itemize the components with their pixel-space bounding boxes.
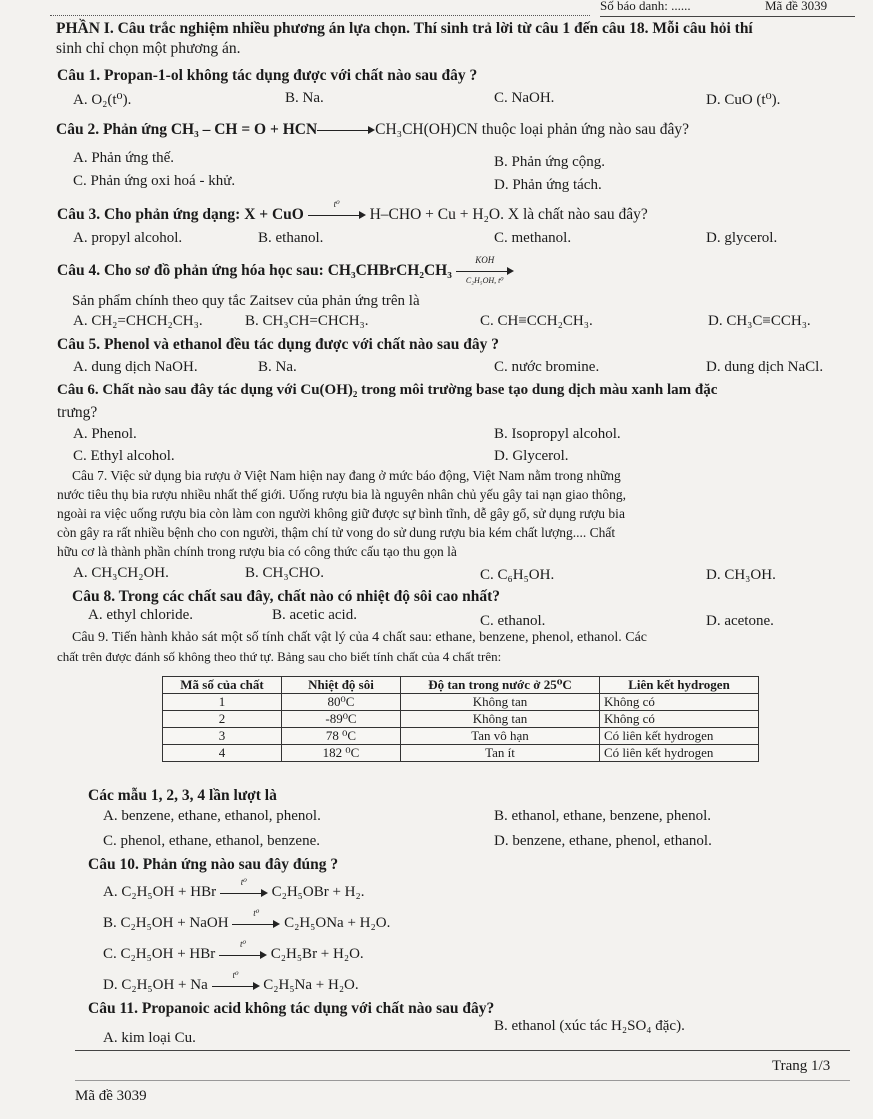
table-cell: Có liên kết hydrogen: [600, 728, 759, 745]
table-row: [163, 694, 759, 711]
reaction-arrow: [317, 125, 375, 135]
table-cell: -89⁰C: [282, 711, 401, 728]
q10-option-b: B. C₂H₅OH + NaOH t⁰ C₂H₅ONa + H₂O.: [103, 907, 391, 931]
q6-option-d: D. Glycerol.: [494, 448, 569, 464]
question-3-stem: Câu 3. Cho phản ứng dạng: X + CuO t⁰ H–CHO + Cu + H₂O. X là chất nào sau đây?: [57, 199, 648, 223]
table-cell: 78 ⁰C: [282, 728, 401, 745]
q9-option-c: C. phenol, ethane, ethanol, benzene.: [103, 833, 321, 849]
q5-option-a: A. dung dịch NaOH.: [73, 359, 198, 375]
question-7-line1: Câu 7. Việc sử dụng bia rượu ở Việt Nam hiện nay đang ở mức báo động, Việt Nam nằm trong những: [72, 468, 621, 483]
q4-option-d: D. CH₃C≡CCH₃.: [708, 313, 811, 329]
table-cell: 4: [163, 745, 282, 762]
table-header-cell: Liên kết hydrogen: [600, 677, 759, 694]
question-9-line2: chất trên được đánh số không theo thứ tự. Bảng sau cho biết tính chất của 4 chất trên:: [57, 649, 502, 664]
table-header-cell: Mã số của chất: [163, 677, 282, 694]
table-row: [163, 711, 759, 728]
q7-option-a: A. CH₃CH₂OH.: [73, 565, 169, 581]
header-rule: [600, 16, 855, 17]
q1-option-b: B. Na.: [285, 90, 324, 106]
question-7-line2: nước tiêu thụ bia rượu nhiều nhất thế giới. Uống rượu bia là nguyên nhân chủ yếu gây tai nạn giao thông,: [57, 487, 627, 502]
question-4-subtext: Sản phẩm chính theo quy tắc Zaitsev của phản ứng trên là: [72, 293, 420, 309]
q10-option-d: D. C₂H₅OH + Na t⁰ C₂H₅Na + H₂O.: [103, 969, 359, 993]
q11-option-b: B. ethanol (xúc tác H₂SO₄ đặc).: [494, 1018, 685, 1034]
question-7-line4: còn gây ra rất nhiều bệnh cho con người, thậm chí tử vong do sử dung rượu bia kém chất lượng.... Chất: [57, 525, 616, 540]
question-7-line5: hữu cơ là thành phần chính trong rượu bia có công thức cấu tạo thu gọn là: [57, 544, 457, 559]
reaction-arrow: KOH C₂H₅OH, t⁰: [456, 266, 514, 276]
q3-option-b: B. ethanol.: [258, 230, 324, 246]
q8-option-a: A. ethyl chloride.: [88, 607, 193, 623]
q9-option-a: A. benzene, ethane, ethanol, phenol.: [103, 808, 321, 824]
table-header-cell: Nhiệt độ sôi: [282, 677, 401, 694]
table-cell: 1: [163, 694, 282, 711]
q10-option-c: C. C₂H₅OH + HBr t⁰ C₂H₅Br + H₂O.: [103, 938, 364, 962]
q9-option-b: B. ethanol, ethane, benzene, phenol.: [494, 808, 712, 824]
table-cell: Không tan: [401, 711, 600, 728]
question-6-stem-cont: trưng?: [57, 404, 98, 421]
q4-option-c: C. CH≡CCH₂CH₃.: [480, 313, 593, 329]
reaction-arrow: t⁰: [308, 210, 366, 220]
footer-rule-2: [75, 1080, 850, 1081]
question-2-stem: Câu 2. Phản ứng CH₃ – CH = O + HCN CH₃CH(OH)CN thuộc loại phản ứng nào sau đây?: [56, 121, 689, 138]
q2-option-c: C. Phản ứng oxi hoá - khử.: [73, 173, 236, 189]
top-dotted-rule: [50, 15, 590, 17]
q3-option-d: D. glycerol.: [706, 230, 778, 246]
table-cell: 3: [163, 728, 282, 745]
q4-option-b: B. CH₃CH=CHCH₃.: [245, 313, 369, 329]
q6-option-a: A. Phenol.: [73, 426, 137, 442]
q2-option-a: A. Phản ứng thế.: [73, 150, 175, 166]
table-cell: 80⁰C: [282, 694, 401, 711]
q5-option-b: B. Na.: [258, 359, 297, 375]
candidate-number-label: Số báo danh: ......: [600, 0, 691, 13]
exam-code-footer: Mã đề 3039: [75, 1088, 147, 1104]
table-cell: 2: [163, 711, 282, 728]
table-cell: Có liên kết hydrogen: [600, 745, 759, 762]
reaction-arrow: t⁰: [232, 919, 280, 929]
question-11-stem: Câu 11. Propanoic acid không tác dụng với chất nào sau đây?: [88, 1000, 495, 1017]
footer-rule: [75, 1050, 850, 1051]
q1-option-c: C. NaOH.: [494, 90, 555, 106]
q1-option-a: A. O₂(t⁰).: [73, 92, 132, 108]
q8-option-b: B. acetic acid.: [272, 607, 357, 623]
reaction-arrow: t⁰: [212, 981, 260, 991]
question-1-stem: Câu 1. Propan-1-ol không tác dụng được với chất nào sau đây ?: [57, 67, 478, 84]
table-cell: 182 ⁰C: [282, 745, 401, 762]
q4-option-a: A. CH₂=CHCH₂CH₃.: [73, 313, 203, 329]
q9-option-d: D. benzene, ethane, phenol, ethanol.: [494, 833, 712, 849]
question-9-line1: Câu 9. Tiến hành khảo sát một số tính chất vật lý của 4 chất sau: ethane, benzene, phenol, ethanol. Các: [72, 630, 648, 645]
table-row: [163, 745, 759, 762]
table-cell: Tan vô hạn: [401, 728, 600, 745]
page-number: Trang 1/3: [772, 1058, 831, 1074]
question-10-stem: Câu 10. Phản ứng nào sau đây đúng ?: [88, 856, 339, 873]
question-5-stem: Câu 5. Phenol và ethanol đều tác dụng được với chất nào sau đây ?: [57, 336, 500, 353]
section-intro-line1: PHẦN I. Câu trắc nghiệm nhiều phương án lựa chọn. Thí sinh trả lời từ câu 1 đến câu 18. Mỗi câu hỏi thí: [56, 20, 753, 37]
table-cell: Không có: [600, 711, 759, 728]
q5-option-d: D. dung dịch NaCl.: [706, 359, 824, 375]
table-row: [163, 728, 759, 745]
q1-option-d: D. CuO (t⁰).: [706, 92, 781, 108]
q5-option-c: C. nước bromine.: [494, 359, 600, 375]
table-cell: Tan ít: [401, 745, 600, 762]
q8-option-d: D. acetone.: [706, 613, 774, 629]
q2-option-b: B. Phản ứng cộng.: [494, 154, 606, 170]
q7-option-c: C. C₆H₅OH.: [480, 567, 555, 583]
q2-option-d: D. Phản ứng tách.: [494, 177, 602, 193]
q7-option-d: D. CH₃OH.: [706, 567, 776, 583]
q3-option-c: C. methanol.: [494, 230, 572, 246]
table-cell: Không tan: [401, 694, 600, 711]
q7-option-b: B. CH₃CHO.: [245, 565, 324, 581]
q10-option-a: A. C₂H₅OH + HBr t⁰ C₂H₅OBr + H₂.: [103, 876, 365, 900]
question-9-after-table: Các mẫu 1, 2, 3, 4 lần lượt là: [88, 787, 277, 804]
section-intro-line2: sinh chỉ chọn một phương án.: [56, 40, 241, 57]
table-cell: Không có: [600, 694, 759, 711]
table-header-cell: Độ tan trong nước ở 25⁰C: [401, 677, 600, 694]
table-header-row: [163, 677, 759, 694]
q6-option-c: C. Ethyl alcohol.: [73, 448, 175, 464]
exam-code-header: Mã đề 3039: [765, 0, 828, 13]
properties-table: [162, 676, 759, 762]
q8-option-c: C. ethanol.: [480, 613, 546, 629]
reaction-arrow: t⁰: [220, 888, 268, 898]
question-6-stem: Câu 6. Chất nào sau đây tác dụng với Cu(OH)₂ trong môi trường base tạo dung dịch màu xanh lam đặc: [57, 382, 718, 398]
q11-option-a: A. kim loại Cu.: [103, 1030, 196, 1046]
question-4-stem: Câu 4. Cho sơ đồ phản ứng hóa học sau: CH₃CHBrCH₂CH₃ KOH C₂H₅OH, t⁰: [57, 262, 514, 280]
q6-option-b: B. Isopropyl alcohol.: [494, 426, 621, 442]
q3-option-a: A. propyl alcohol.: [73, 230, 183, 246]
question-7-line3: ngoài ra việc uống rượu bia còn làm con người không giữ được sự bình tĩnh, dễ gây gổ, sử dụng rượu bia: [57, 506, 625, 521]
question-8-stem: Câu 8. Trong các chất sau đây, chất nào có nhiệt độ sôi cao nhất?: [72, 588, 501, 605]
reaction-arrow: t⁰: [219, 950, 267, 960]
